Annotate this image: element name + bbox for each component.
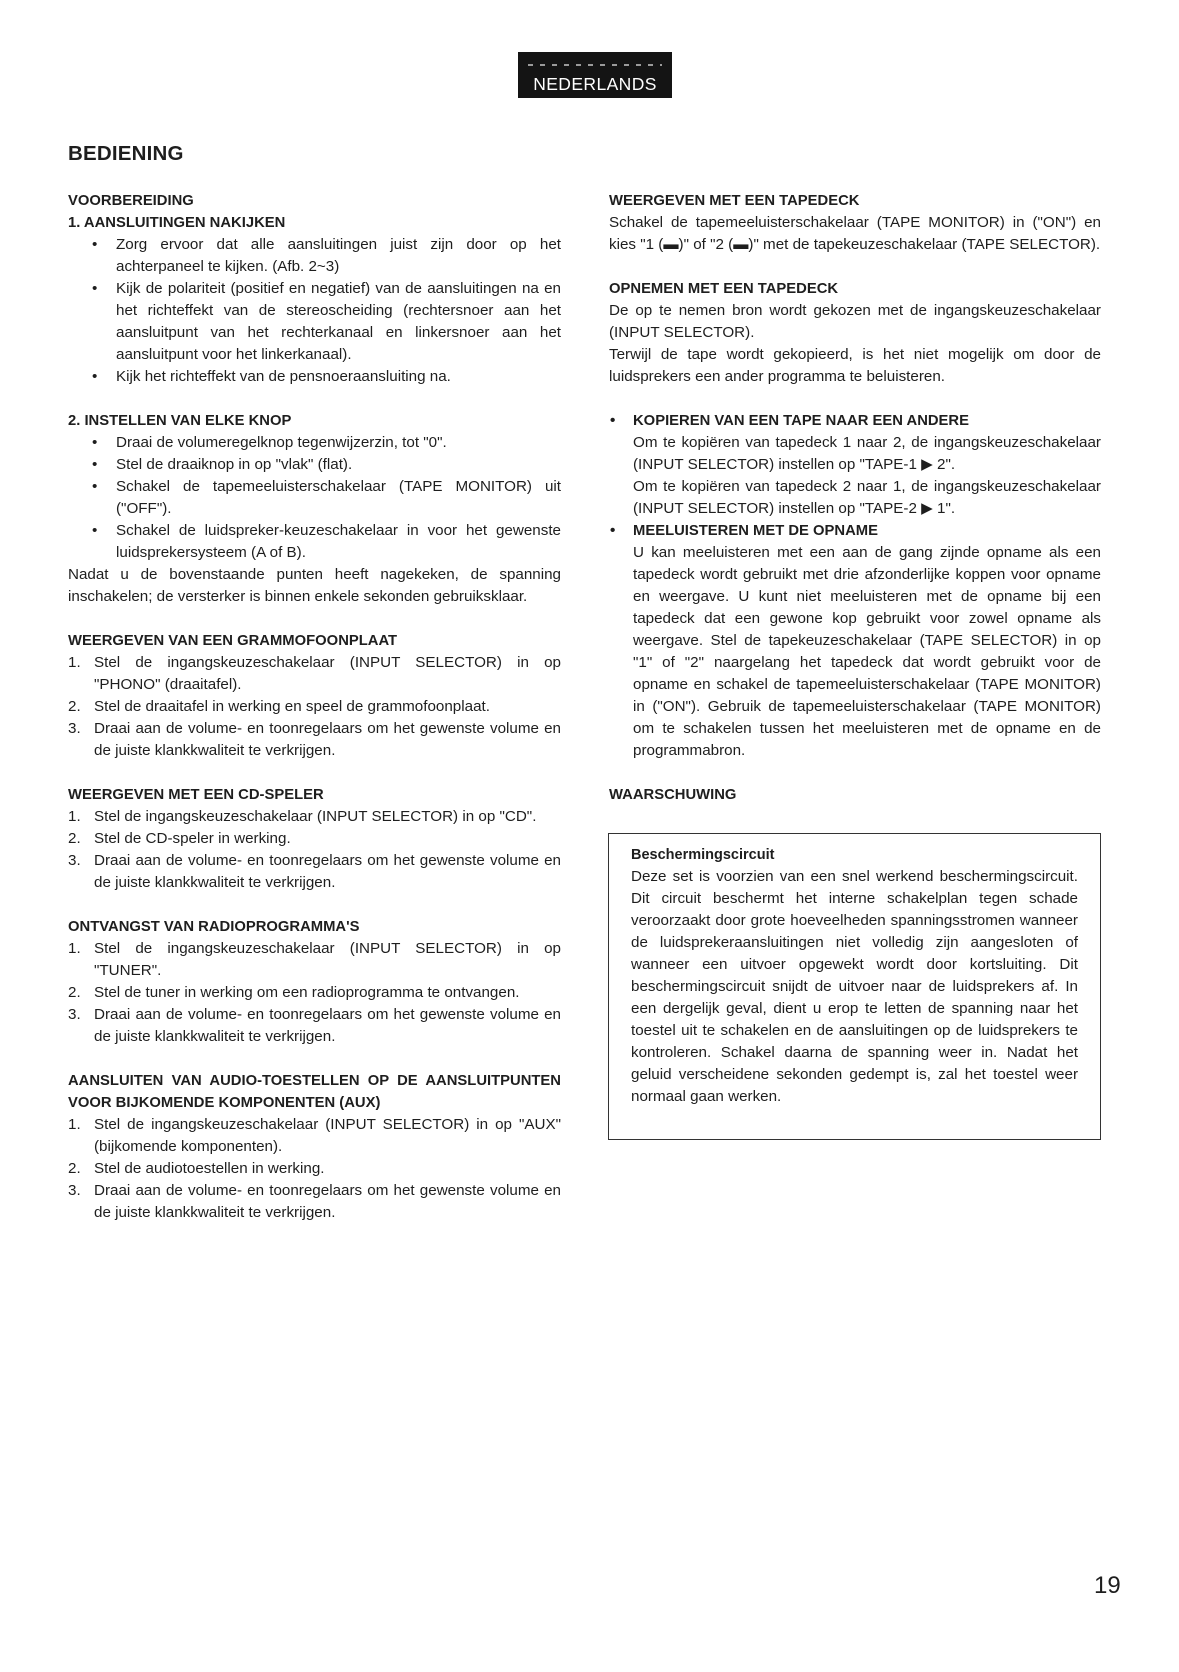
list-item: 2. Stel de draaitafel in werking en speel de grammofoonplaat. [68,698,490,715]
list-item: • Kijk het richteffekt van de pensnoeraansluiting na. [116,366,561,388]
list-item: 2. Stel de CD-speler in werking. [68,830,291,847]
language-badge [518,52,672,98]
badge-dots [528,64,662,66]
prep-heading: VOORBEREIDING [68,193,194,209]
list-item: • Zorg ervoor dat alle aansluitingen juist zijn door op het achterpaneel te kijken. (Afb. 2~3) [116,234,561,278]
list-item: • Kijk de polariteit (positief en negatief) van de aansluitingen na en het richteffekt van de stereoscheiding (rechtersnoer aan het aansluitpunt van het rechterkanaal en linkersnoer aan het aansluitpunt voor het linkerkanaal). [116,278,561,366]
radio-heading: ONTVANGST VAN RADIOPROGRAMMA'S [68,919,360,935]
warning-box-title: Beschermingscircuit [631,847,775,863]
list-item: • Draai de volumeregelknop tegenwijzerzin, tot "0". [116,432,561,454]
phono-heading: WEERGEVEN VAN EEN GRAMMOFOONPLAAT [68,633,398,649]
list-item: 3. Draai aan de volume- en toonregelaars om het gewenste volume en de juiste klankkwaliteit te verkrijgen. [68,852,561,891]
list-item: • Schakel de luidspreker-keuzeschakelaar in voor het gewenste luidsprekersysteem (A of B). [116,520,561,564]
list-item: 1. Stel de ingangskeuzeschakelaar (INPUT SELECTOR) in op "CD". [68,808,537,825]
copy-heading: • KOPIEREN VAN EEN TAPE NAAR EEN ANDERE [610,412,969,429]
tape-play-text: Schakel de tapemeeluisterschakelaar (TAPE MONITOR) in ("ON") en kies "1 (▬)" of "2 (▬)" met de tapekeuzeschakelaar (TAPE SELECTOR). [609,214,1101,253]
language-label: NEDERLANDS [533,74,657,94]
tape-play-heading: WEERGEVEN MET EEN TAPEDECK [609,193,860,209]
cd-list [68,806,561,894]
step2-list [68,432,561,564]
list-item: • Stel de draaiknop in op "vlak" (flat). [116,454,561,476]
tape-rec-text-1: De op te nemen bron wordt gekozen met de ingangskeuzeschakelaar (INPUT SELECTOR). [609,302,1101,341]
page-number: 19 [1094,1572,1121,1599]
list-item: 3. Draai aan de volume- en toonregelaars om het gewenste volume en de juiste klankkwaliteit te verkrijgen. [68,1182,561,1221]
step2-heading: 2. INSTELLEN VAN ELKE KNOP [68,413,292,429]
list-item: • Schakel de tapemeeluisterschakelaar (TAPE MONITOR) uit ("OFF"). [116,476,561,520]
phono-list [68,652,561,762]
cd-heading: WEERGEVEN MET EEN CD-SPELER [68,787,324,803]
warning-box-text: Deze set is voorzien van een snel werkend beschermingscircuit. Dit circuit beschermt het interne schakelplan tegen schade veroorzaakt door grote hoeveelheden spanningsstromen wanneer de luidsprekeraansluitingen niet volledig zijn aangesloten of wanneer een uitvoer opgewekt wordt door kortsluiting. Dit beschermingscircuit snijdt de uitvoer naar de luidsprekers af. In een dergelijk geval, dient u erop te letten de spanning naar het toestel uit te schakelen en de aansluitingen op de luidsprekers te kontroleren. Schakel daarna de spanning weer in. Nadat het geluid verscheidene sekonden gedempt is, zal het toestel weer normaal gaan werken. [631,868,1078,1105]
warning-box [608,833,1101,1140]
right-column [609,190,1101,806]
warning-heading: WAARSCHUWING [609,787,737,803]
monitor-body [609,542,1101,762]
monitor-text: U kan meeluisteren met een aan de gang zijnde opname als een tapedeck wordt gebruikt met drie afzonderlijke koppen voor opname en weergave. U kunt niet meeluisteren met de opname bij een tapedeck dat een gewone kop gebruikt voor zowel opname als weergave. Stel de tapekeuzeschakelaar (TAPE SELECTOR) in op "1" of "2" naargelang het tapedeck dat wordt gebruikt voor de opname en schakel de tapemeeluisterschakelaar (TAPE MONITOR) in ("ON"). Gebruik de tapemeeluisterschakelaar (TAPE MONITOR) om te schakelen tussen het meeluisteren met de opname en de programmabron. [633,544,1101,759]
list-item: 3. Draai aan de volume- en toonregelaars om het gewenste volume en de juiste klankkwaliteit te verkrijgen. [68,1006,561,1045]
list-item: 2. Stel de tuner in werking om een radioprogramma te ontvangen. [68,984,520,1001]
list-item: 3. Draai aan de volume- en toonregelaars om het gewenste volume en de juiste klankkwaliteit te verkrijgen. [68,720,561,759]
copy-text-2: Om te kopiëren van tapedeck 2 naar 1, de ingangskeuzeschakelaar (INPUT SELECTOR) instellen op "TAPE-2 ▶ 1". [633,478,1101,517]
aux-heading: AANSLUITEN VAN AUDIO-TOESTELLEN OP DE AANSLUITPUNTEN VOOR BIJKOMENDE KOMPONENTEN (AUX) [68,1073,561,1111]
step1-heading: 1. AANSLUITINGEN NAKIJKEN [68,215,286,231]
step1-list [68,234,561,388]
list-item: 1. Stel de ingangskeuzeschakelaar (INPUT SELECTOR) in op "AUX" (bijkomende komponenten). [68,1116,561,1155]
list-item: 1. Stel de ingangskeuzeschakelaar (INPUT SELECTOR) in op "PHONO" (draaitafel). [68,654,561,693]
list-item: 1. Stel de ingangskeuzeschakelaar (INPUT SELECTOR) in op "TUNER". [68,940,561,979]
step2-note: Nadat u de bovenstaande punten heeft nagekeken, de spanning inschakelen; de versterker is binnen enkele sekonden gebruiksklaar. [68,566,561,605]
tape-rec-heading: OPNEMEN MET EEN TAPEDECK [609,281,839,297]
radio-list [68,938,561,1048]
copy-body [609,432,1101,520]
left-column [68,190,561,1224]
tape-rec-text-2: Terwijl de tape wordt gekopieerd, is het niet mogelijk om door de luidsprekers een ander programma te beluisteren. [609,346,1101,385]
monitor-heading: • MEELUISTEREN MET DE OPNAME [610,522,878,539]
aux-list [68,1114,561,1224]
copy-text-1: Om te kopiëren van tapedeck 1 naar 2, de ingangskeuzeschakelaar (INPUT SELECTOR) instellen op "TAPE-1 ▶ 2". [633,434,1101,473]
list-item: 2. Stel de audiotoestellen in werking. [68,1160,325,1177]
page-title: BEDIENING [68,142,184,165]
